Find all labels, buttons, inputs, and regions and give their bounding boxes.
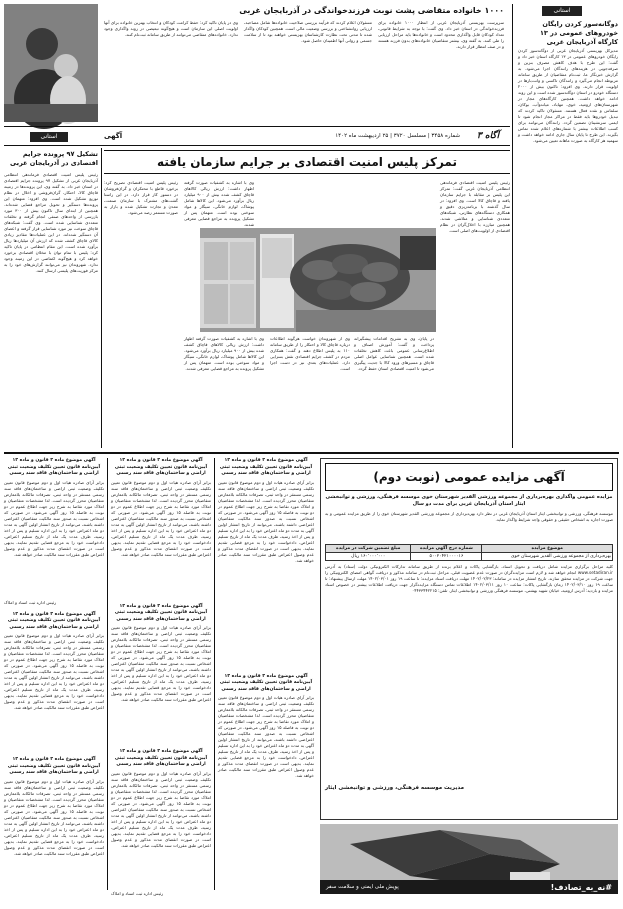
main-story-photo-seized-goods [200, 228, 436, 332]
notice-5-body: برابر آرای صادره هیات اول و دوم موضوع قانون تعیین تکلیف وضعیت ثبتی اراضی و ساختمان‌های فاقد سند رسمی مستقر در واحد ثبتی، تصرفات مالکانه بلامعارض متقاضیان محرز گردیده است. لذا مشخصات متقاضیان و املاک مورد تقاضا به شرح زیر جهت اطلاع عموم در دو نوبت به فاصله ۱۵ روز آگهی می‌شود. در صورتی که اشخاص نسبت به صدور سند مالکیت متقاضیان اعتراضی داشته باشند، می‌توانند از تاریخ انتشار اولین آگهی به مدت دو ماه اعتراض خود را به این اداره تسلیم و پس از اخذ رسید، ظرف مدت یک ماه از تاریخ تسلیم اعتراض، دادخواست خود را به مرجع قضایی تقدیم نمایند. بدیهی است در صورت انقضای مدت مذکور و عدم وصول اعتراض طبق مقررات سند مالکیت صادر خواهد شد. [109, 625, 211, 702]
main-story-headline-block [104, 150, 510, 174]
lower-section-rule [4, 452, 619, 454]
tender-ad-box [320, 458, 618, 820]
tender-subtitle: مزایده عمومی واگذاری بهره‌برداری از مجموعه ورزشی القدیر شهرستان خوی موسسه فرهنگی، ورزشی و توانبخشی ایثار استان آذربایجان غربی برای مدت دو سال [325, 494, 613, 507]
tender-footer: مدیریت موسسه فرهنگی، ورزشی و توانبخشی ایثار [325, 785, 464, 791]
mother-child-illustration [4, 4, 98, 122]
masthead-issue: شماره ۳۴۵۸ | مسلسل ۳۷۲۰ | ۲۵ اردیبهشت ماه ۱۴۰۲ [335, 133, 460, 139]
notices-column-2 [109, 458, 211, 896]
notice-1-footer: رئیس اداره ثبت اسناد و املاک [4, 599, 57, 605]
notice-7-title: آگهی موضوع ماده ۳ قانون و ماده ۱۳ آیین‌نامه قانون تعیین تکلیف وضعیت ثبتی اراضی و ساختمان‌های فاقد سند رسمی [219, 458, 313, 476]
tender-cell-guarantee: ۱۶۰٬۰۰۰٬۰۰۰ ریال [326, 553, 411, 561]
bottom-ad-caption: پویش ملی ایمنی و سلامت سفر [326, 884, 399, 890]
notice-1-body: برابر آرای صادره هیات اول و دوم موضوع قانون تعیین تکلیف وضعیت ثبتی اراضی و ساختمان‌های فاقد سند رسمی مستقر در واحد ثبتی، تصرفات مالکانه بلامعارض متقاضیان محرز گردیده است. لذا مشخصات متقاضیان و املاک مورد تقاضا به شرح زیر جهت اطلاع عموم در دو نوبت به فاصله ۱۵ روز آگهی می‌شود. در صورتی که اشخاص نسبت به صدور سند مالکیت متقاضیان اعتراضی داشته باشند، می‌توانند از تاریخ انتشار اولین آگهی به مدت دو ماه اعتراض خود را به این اداره تسلیم و پس از اخذ رسید، ظرف مدت یک ماه از تاریخ تسلیم اعتراض، دادخواست خود را به مرجع قضایی تقدیم نمایند. بدیهی است در صورت انقضای مدت مذکور و عدم وصول اعتراض طبق مقررات سند مالکیت صادر خواهد شد. [2, 479, 104, 557]
top-photo-mother-child [4, 4, 98, 122]
top-story-col-1: سرپرست بهزیستی آذربایجان غربی از انتظار ۱۰۰۰ خانواده برای فرزندخواندگی در استان خبر داد. وی گفت: با توجه به شرایط قانونی، تعداد کودکان قابل واگذاری محدود است و خانواده‌ها باید مراحل ارزیابی را طی کنند. به گفته وی، بیشتر متقاضیان خانواده‌های بدون فرزند هستند و در صف انتظار قرار دارند. [376, 20, 505, 49]
main-story-col-2b: وی با اشاره به کشفیات صورت گرفته اظهار داشت: ارزش ریالی کالاهای قاچاق کشف شده بیش از ۹۰۰ میلیارد ریال برآورد می‌شود. این کالاها شامل پوشاک، لوازم خانگی، سیگار و مواد سوختی بوده است. متهمان پس از تشکیل پرونده به مراجع قضایی معرفی شدند. [182, 336, 264, 371]
notice-6-footer: رئیس اداره ثبت اسناد و املاک [111, 890, 164, 896]
notices-divider-1 [107, 458, 108, 890]
notice-1-title: آگهی موضوع ماده ۳ قانون و ماده ۱۳ آیین‌نامه قانون تعیین تکلیف وضعیت ثبتی اراضی و ساختمان‌های فاقد سند رسمی [7, 458, 101, 476]
tender-header-number: شماره درج آگهی مزایده [411, 545, 482, 553]
bottom-ad-slogan: #نه_به_تصادف! [550, 882, 612, 892]
masthead-top-rule [4, 126, 510, 127]
right-sidebar-headline: تشکیل ۹۷ پرونده جرایم اقتصادی در آذربایجان غربی [10, 150, 98, 167]
top-story-headline: ۱۰۰۰ خانواده متقاضی پشت نوبت فرزندخواندگی در آذربایجان غربی [239, 6, 504, 15]
tender-table [325, 544, 613, 561]
notice-2-body: برابر آرای صادره هیات اول و دوم موضوع قانون تعیین تکلیف وضعیت ثبتی اراضی و ساختمان‌های فاقد سند رسمی مستقر در واحد ثبتی، تصرفات مالکانه بلامعارض متقاضیان محرز گردیده است. لذا مشخصات متقاضیان و املاک مورد تقاضا به شرح زیر جهت اطلاع عموم در دو نوبت به فاصله ۱۵ روز آگهی می‌شود. در صورتی که اشخاص نسبت به صدور سند مالکیت متقاضیان اعتراضی داشته باشند، می‌توانند از تاریخ انتشار اولین آگهی به مدت دو ماه اعتراض خود را به این اداره تسلیم و پس از اخذ رسید، ظرف مدت یک ماه از تاریخ تسلیم اعتراض، دادخواست خود را به مرجع قضایی تقدیم نمایند. بدیهی است در صورت انقضای مدت مذکور و عدم وصول اعتراض طبق مقررات سند مالکیت صادر خواهد شد. [2, 633, 104, 710]
notices-divider-2 [214, 458, 215, 890]
notice-6-title: آگهی موضوع ماده ۳ قانون و ماده ۱۳ آیین‌نامه قانون تعیین تکلیف وضعیت ثبتی اراضی و ساختمان‌های فاقد سند رسمی [114, 749, 208, 767]
notice-3-title: آگهی موضوع ماده ۳ قانون و ماده ۱۳ آیین‌نامه قانون تعیین تکلیف وضعیت ثبتی اراضی و ساختمان‌های فاقد سند رسمی [7, 757, 101, 775]
notice-4-title: آگهی موضوع ماده ۳ قانون و ماده ۱۳ آیین‌نامه قانون تعیین تکلیف وضعیت ثبتی اراضی و ساختمان‌های فاقد سند رسمی [114, 458, 208, 476]
top-story-col-3: وی در پایان تاکید کرد: حفظ کرامت کودکان و انتخاب بهترین خانواده برای آنها اولویت اصلی این سازمان است و هیچ‌گونه تبعیضی در روند واگذاری وجود ندارد. خانواده‌های متقاضی می‌توانند از طریق سامانه ثبت‌نام کنند. [102, 20, 238, 37]
notice-4-body: برابر آرای صادره هیات اول و دوم موضوع قانون تعیین تکلیف وضعیت ثبتی اراضی و ساختمان‌های فاقد سند رسمی مستقر در واحد ثبتی، تصرفات مالکانه بلامعارض متقاضیان محرز گردیده است. لذا مشخصات متقاضیان و املاک مورد تقاضا به شرح زیر جهت اطلاع عموم در دو نوبت به فاصله ۱۵ روز آگهی می‌شود. در صورتی که اشخاص نسبت به صدور سند مالکیت متقاضیان اعتراضی داشته باشند، می‌توانند از تاریخ انتشار اولین آگهی به مدت دو ماه اعتراض خود را به این اداره تسلیم و پس از اخذ رسید، ظرف مدت یک ماه از تاریخ تسلیم اعتراض، دادخواست خود را به مرجع قضایی تقدیم نمایند. بدیهی است در صورت انقضای مدت مذکور و عدم وصول اعتراض طبق مقررات سند مالکیت صادر خواهد شد. [109, 479, 211, 557]
notices-column-1 [4, 458, 104, 890]
notice-2-title: آگهی موضوع ماده ۳ قانون و ماده ۱۳ آیین‌نامه قانون تعیین تکلیف وضعیت ثبتی اراضی و ساختمان‌های فاقد سند رسمی [7, 611, 101, 630]
seized-goods-illustration [200, 228, 436, 332]
tender-cell-number: ۵۰۰۲۰۴۲۱۰۰۰۰۱۶ [411, 553, 482, 561]
top-story-col-2: مسئولان اعلام کردند که فرآیند بررسی صلاحیت خانواده‌ها شامل مصاحبه، ارزیابی روانشناختی و بررسی وضعیت مالی است. همچنین کودکان واگذار شده تا مدتی تحت نظارت کارشناسان بهزیستی خواهند بود تا از سلامت جسمی و روانی آنها اطمینان حاصل شود. [242, 20, 372, 43]
right-sidebar-body: رئیس پلیس امنیت اقتصادی فرماندهی انتظامی آذربایجان غربی از تشکیل ۹۷ پرونده جرایم اقتصادی در استان خبر داد. به گفته وی، این پرونده‌ها در زمینه قاچاق کالا، احتکار، گران‌فروشی و اخلال در نظام توزیع تشکیل شده است. وی افزود: متهمان این پرونده‌ها دستگیر و تحویل مراجع قضایی شده‌اند. همچنین از ابتدای سال تاکنون بیش از ۳۰۰ مورد بازرسی از واحدهای صنفی انجام گرفته و تخلفات متعددی شناسایی شده است. وی گفت: شبکه‌های قاچاق سوخت نیز مورد شناسایی قرار گرفته و اعضای آن دستگیر شده‌اند. در این عملیات‌ها مقادیر زیادی کالای قاچاق کشف شده که ارزش آن میلیاردها ریال برآورد شده است. این مقام انتظامی در پایان تاکید کرد: پلیس با تمام توان با مخلان اقتصادی برخورد خواهد کرد و هیچ‌گونه اغماضی در این زمینه وجود ندارد. شهروندان نیز می‌توانند گزارش‌های خود را به مرکز فوریت‌های پلیسی ارسال کنند. [2, 172, 99, 273]
masthead-logo: آگاه ۳ [476, 131, 500, 141]
main-story-headline: تمرکز پلیس امنیت اقتصادی بر جرایم سازمان یافته [157, 155, 457, 169]
tender-body: کلیه مراحل برگزاری مزایده شامل دریافت و تحویل اسناد، بازگشایی پاکات و اعلام برنده از طریق سامانه تدارکات الکترونیکی دولت (ستاد) به آدرس www.setadiran.ir انجام خواهد شد و لازم است مزایده‌گران در صورت عدم عضویت قبلی، مراحل ثبت‌نام در سامانه مذکور و دریافت گواهی امضای الکترونیکی را جهت شرکت در مزایده محقق سازند. تاریخ انتشار مزایده در سامانه: ۱۴۰۲/۰۲/۲۳ مهلت دریافت اسناد مزایده: تا ساعت ۱۹ روز ۱۴۰۲/۰۳/۰۱ مهلت ارسال پیشنهاد: تا ساعت ۱۹ روز ۱۴۰۲/۰۳/۱۰ زمان بازگشایی پاکات: ساعت ۱۰ روز ۱۴۰۲/۰۳/۱۱ اطلاعات تماس دستگاه مزایده‌گزار جهت دریافت اطلاعات بیشتر در خصوص اسناد مزایده و بازدید: آدرس ارومیه، خیابان شهید بهشتی، موسسه فرهنگی ورزشی و توانبخشی ایثار. تلفن: ۰۴۴۳۳۴۴۲۲۱۵ [323, 564, 614, 593]
masthead-section: آگهی [104, 132, 123, 140]
right-sidebar-divider [101, 148, 102, 448]
tender-intro: موسسه فرهنگی، ورزشی و توانبخشی ایثار استان آذربایجان غربی در نظر دارد بهره‌برداری از مجموعه ورزشی القدیر شهرستان خوی را از طریق مزایده عمومی و به صورت اجاره به اشخاص حقیقی و حقوقی واجد شرایط واگذار نماید. [323, 511, 613, 522]
notice-7-body: برابر آرای صادره هیات اول و دوم موضوع قانون تعیین تکلیف وضعیت ثبتی اراضی و ساختمان‌های فاقد سند رسمی مستقر در واحد ثبتی، تصرفات مالکانه بلامعارض متقاضیان محرز گردیده است. لذا مشخصات متقاضیان و املاک مورد تقاضا به شرح زیر جهت اطلاع عموم در دو نوبت به فاصله ۱۵ روز آگهی می‌شود. در صورتی که اشخاص نسبت به صدور سند مالکیت متقاضیان اعتراضی داشته باشند، می‌توانند از تاریخ انتشار اولین آگهی به مدت دو ماه اعتراض خود را به این اداره تسلیم و پس از اخذ رسید، ظرف مدت یک ماه از تاریخ تسلیم اعتراض، دادخواست خود را به مرجع قضایی تقدیم نمایند. بدیهی است در صورت انقضای مدت مذکور و عدم وصول اعتراض طبق مقررات سند مالکیت صادر خواهد شد. [216, 479, 314, 563]
masthead-bar [104, 128, 510, 144]
main-story-col-4: وی از شهروندان خواست هرگونه اطلاعات درباره قاچاق کالا و احتکار را از طریق سامانه ۱۱۰ به پلیس اطلاع دهند و گفت: همکاری مردم در کشف جرایم اقتصادی نقش بسزایی دارد. عملیات‌های بعدی نیز در دست اجرا است. [268, 336, 350, 371]
tender-table-header-row [326, 545, 613, 553]
tender-table-row [326, 553, 613, 561]
right-sidebar-section-tag: استانی [30, 132, 68, 142]
notice-6-body: برابر آرای صادره هیات اول و دوم موضوع قانون تعیین تکلیف وضعیت ثبتی اراضی و ساختمان‌های فاقد سند رسمی مستقر در واحد ثبتی، تصرفات مالکانه بلامعارض متقاضیان محرز گردیده است. لذا مشخصات متقاضیان و املاک مورد تقاضا به شرح زیر جهت اطلاع عموم در دو نوبت به فاصله ۱۵ روز آگهی می‌شود. در صورتی که اشخاص نسبت به صدور سند مالکیت متقاضیان اعتراضی داشته باشند، می‌توانند از تاریخ انتشار اولین آگهی به مدت دو ماه اعتراض خود را به این اداره تسلیم و پس از اخذ رسید، ظرف مدت یک ماه از تاریخ تسلیم اعتراض، دادخواست خود را به مرجع قضایی تقدیم نمایند. بدیهی است در صورت انقضای مدت مذکور و عدم وصول اعتراض طبق مقررات سند مالکیت صادر خواهد شد. [109, 770, 211, 848]
masthead-bottom-rule [4, 145, 510, 146]
notices-column-3 [218, 458, 314, 890]
main-story-col-5: در پایان، وی به تشریح اقدامات پیشگیرانه پرداخت و گفت: آموزش اصناف و اطلاع‌رسانی عمومی باعث کاهش تخلفات شده است. همچنین شناسایی عوامل اصلی قاچاق و مسیرهای ورود کالا با جدیت پیگیری می‌شود تا امنیت اقتصادی استان حفظ گردد. [352, 336, 434, 371]
main-story-col-2: وی با اشاره به کشفیات صورت گرفته اظهار داشت: ارزش ریالی کالاهای قاچاق کشف شده بیش از ۹۰۰ میلیارد ریال برآورد می‌شود. این کالاها شامل پوشاک، لوازم خانگی، سیگار و مواد سوختی بوده است. متهمان پس از تشکیل پرونده به مراجع قضایی معرفی شدند. [182, 180, 254, 227]
bottom-ad-strip [320, 880, 618, 894]
tender-title-banner [325, 463, 613, 491]
notice-5-title: آگهی موضوع ماده ۳ قانون و ماده ۱۳ آیین‌نامه قانون تعیین تکلیف وضعیت ثبتی اراضی و ساختمان‌های فاقد سند رسمی [114, 603, 208, 622]
left-strip-section-tag: استانی [542, 6, 582, 16]
bottom-safety-ad [320, 824, 618, 894]
left-strip-top-rule [512, 4, 513, 448]
tender-header-guarantee: مبلغ تضمین شرکت در مزایده [326, 545, 411, 553]
main-story-col-1: رئیس پلیس امنیت اقتصادی فرماندهی انتظامی آذربایجان غربی گفت: تمرکز این پلیس بر مقابله با جرایم سازمان یافته و قاچاق کالا است. وی افزود: در سال گذشته با برنامه‌ریزی دقیق و همکاری دستگاه‌های نظارتی، شبکه‌های متعددی شناسایی و متلاشی شدند. همچنین مبارزه با اخلال‌گران در نظام اقتصادی از اولویت‌های اصلی است. [438, 180, 510, 233]
tender-cell-subject: بهره‌برداری از مجموعه ورزشی القدیر شهرستان خوی [482, 553, 613, 561]
notice-3-body: برابر آرای صادره هیات اول و دوم موضوع قانون تعیین تکلیف وضعیت ثبتی اراضی و ساختمان‌های فاقد سند رسمی مستقر در واحد ثبتی، تصرفات مالکانه بلامعارض متقاضیان محرز گردیده است. لذا مشخصات متقاضیان و املاک مورد تقاضا به شرح زیر جهت اطلاع عموم در دو نوبت به فاصله ۱۵ روز آگهی می‌شود. در صورتی که اشخاص نسبت به صدور سند مالکیت متقاضیان اعتراضی داشته باشند، می‌توانند از تاریخ انتشار اولین آگهی به مدت دو ماه اعتراض خود را به این اداره تسلیم و پس از اخذ رسید، ظرف مدت یک ماه از تاریخ تسلیم اعتراض، دادخواست خود را به مرجع قضایی تقدیم نمایند. بدیهی است در صورت انقضای مدت مذکور و عدم وصول اعتراض طبق مقررات سند مالکیت صادر خواهد شد. [2, 778, 104, 856]
tender-title: آگهی مزایده عمومی (نوبت دوم) [373, 470, 565, 484]
notice-8-title: آگهی موضوع ماده ۳ قانون و ماده ۱۳ آیین‌نامه قانون تعیین تکلیف وضعیت ثبتی اراضی و ساختمان‌های فاقد سند رسمی [219, 673, 313, 692]
left-strip-body: مدیرکل بهزیستی آذربایجان غربی از دوگانه‌سوز کردن رایگان خودروهای عمومی در ۱۳ کارگاه استان خبر داد و گفت: این طرح با هدف کاهش مصرف بنزین و صرفه‌جویی در هزینه‌های رانندگان اجرا می‌شود. به گزارش خبرنگار ما، ثبت‌نام متقاضیان از طریق سامانه مربوطه انجام می‌گیرد و رانندگان تاکسی و وانت‌بارها در اولویت قرار دارند. وی افزود: تاکنون بیش از ۲۰۰۰ دستگاه خودرو در استان دوگانه‌سوز شده است و این روند ادامه خواهد داشت. همچنین کارگاه‌های مجاز در شهرستان‌های ارومیه، خوی، مهاباد، میاندوآب، بوکان، سلماس و نقده فعال هستند. مسئولان تاکید کردند که تبدیل خودروها باید فقط در مراکز مجاز انجام شود تا ایمنی سرنشینان تضمین گردد. رانندگان می‌توانند برای کسب اطلاعات بیشتر با شماره‌های اعلام شده تماس بگیرند. این طرح تا پایان سال جاری ادامه خواهد داشت و سهمیه هر کارگاه به صورت ماهانه تعیین می‌شود. [516, 48, 619, 143]
notice-8-body: برابر آرای صادره هیات اول و دوم موضوع قانون تعیین تکلیف وضعیت ثبتی اراضی و ساختمان‌های فاقد سند رسمی مستقر در واحد ثبتی، تصرفات مالکانه بلامعارض متقاضیان محرز گردیده است. لذا مشخصات متقاضیان و املاک مورد تقاضا به شرح زیر جهت اطلاع عموم در دو نوبت به فاصله ۱۵ روز آگهی می‌شود. در صورتی که اشخاص نسبت به صدور سند مالکیت متقاضیان اعتراضی داشته باشند، می‌توانند از تاریخ انتشار اولین آگهی به مدت دو ماه اعتراض خود را به این اداره تسلیم و پس از اخذ رسید، ظرف مدت یک ماه از تاریخ تسلیم اعتراض، دادخواست خود را به مرجع قضایی تقدیم نمایند. بدیهی است در صورت انقضای مدت مذکور و عدم وصول اعتراض طبق مقررات سند مالکیت صادر خواهد شد. [216, 695, 314, 778]
left-strip-headline: دوگانه‌سوز کردن رایگان خودروهای عمومی در ۱۳ کارگاه آذربایجان غربی [539, 20, 618, 46]
tender-header-subject: موضوع مزایده [482, 545, 613, 553]
main-story-col-3: رئیس پلیس امنیت اقتصادی تصریح کرد: برخورد قاطع با محتکران و گران‌فروشان در دستور کار قرار دارد. در این راستا گشت‌های مشترک با سازمان صنعت، معدن و تجارت تشکیل شده و بازار به صورت مستمر رصد می‌شود. [102, 180, 178, 215]
